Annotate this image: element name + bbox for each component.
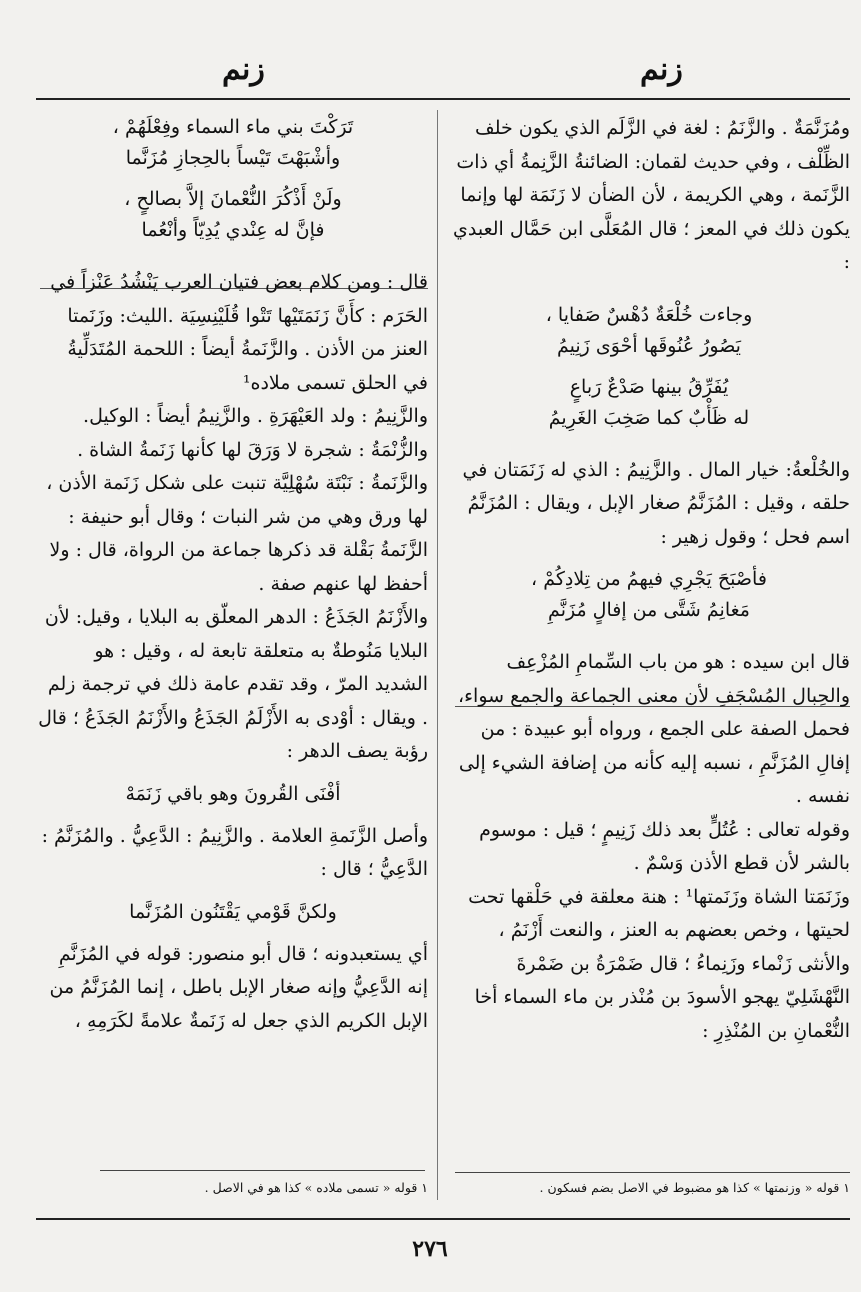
right-verse-1-line-4: له ظَأْبٌ كما صَخِبَ الغَرِيمُ xyxy=(548,406,750,429)
left-verse-1-line-3: ولَنْ أَذْكُرَ النُّعْمانَ إلاَّ بصالحٍ ، xyxy=(124,188,342,210)
left-paragraph-3: والأَزْنَمُ الجَذَعُ : الدهر المعلّق به البلايا ، وقيل: لأن البلايا مَنُوطةٌ به متعلقة تابعة له ، وقيل : هو الشديد المرّ ، وقد تقدم عامة ذلك في ترجمة زلم . ويقال : أوْدى به الأَزْلَمُ الجَذَعُ والأَزْنَمُ الجَذَعُ ؛ قال رؤبة يصف الدهر : xyxy=(38,606,428,762)
left-verse-2-line-1: أفْنَى القُرونَ وهو باقي زَنَمَهْ xyxy=(125,782,341,805)
header-word-right: زنم xyxy=(640,52,683,87)
bottom-rule xyxy=(36,1218,850,1220)
column-divider xyxy=(437,110,438,1200)
page-number: ٢٧٦ xyxy=(412,1236,448,1262)
right-verse-2-line-2: مَغانِمُ شَتَّى من إفالٍ مُزَنَّمِ xyxy=(548,599,750,621)
right-column xyxy=(448,112,850,1048)
left-paragraph-5: أي يستعبدونه ؛ قال أبو منصور: قوله في المُزَنَّمِ إنه الدَّعِيُّ وإنه صغار الإبل باطل ، إنما المُزَنَّمُ من الإبل الكريم الذي جعل له زَنَمةٌ علامةً لكَرَمِهِ ، xyxy=(49,942,428,1032)
left-verse-1-line-1: تَرَكْتَ بني ماء السماء وفِعْلَهُمْ ، xyxy=(112,116,354,138)
right-verse-1-line-3: يُفَرِّقُ بينها صَدْعٌ رَباعٍ xyxy=(569,375,729,398)
right-paragraph-1: ومُزَنَّمَةٌ . والزَّنَمُ : لغة في الزَّلَم الذي يكون خلف الظِّلْف ، وفي حديث لقمان: الضائنةُ الزَّنِمةُ أي ذات الزَّنَمة ، وهي الكريمة ، لأن الضأن لا زَنَمَة لها وإنما يكون ذلك في المعز ؛ قال المُعَلَّى ابن حَمَّال العبدي : xyxy=(452,117,850,273)
left-verse-1-line-4: فإنَّ له عِنْدي يُدِيّاً وأنْعُما xyxy=(141,219,325,241)
footnote-right: ١ قوله « وزنمتها » كذا هو مضبوط في الاصل بضم فسكون . xyxy=(539,1180,850,1195)
right-verse-2-line-1: فأصْبَحَ يَجْرِي فيهمُ من تِلادِكُمْ ، xyxy=(531,568,767,590)
right-paragraph-4: وقوله تعالى : عُتُلٍّ بعد ذلك زَنِيمٍ ؛ قيل : موسوم بالشر لأن قطع الأذن وَسْمٌ . xyxy=(479,818,850,874)
left-verse-1-line-2: وأشْبَهْتَ تَيْساً بالحِجازِ مُزَنَّما xyxy=(125,147,341,169)
left-paragraph-2: والزَّنِيمُ : ولد العَيْهَرَةِ . والزَّنِيمُ أيضاً : الوكيل. والزُّنْمَةُ : شجرة لا وَرَقَ لها كأنها زَنَمةُ الشاة . والزَّنَمةُ : نَبْتَة سُهْلِيَّة تنبت على شكل زَنَمة الأذن ، لها ورق وهي من شر النبات ؛ وقال أبو حنيفة : الزَّنَمةُ بَقْلة قد ذكرها جماعة من الرواة، قال : ولا أحفظ لها عنهم صفة . xyxy=(46,405,428,595)
right-paragraph-5: وزَنَمَتا الشاة وزَنَمتها¹ : هنة معلقة في حَلْقها تحت لحيتها ، وخص بعضهم به العنز ، والنعت أَزْنَمُ ، والأنثى زَنْماء وزَنِماءُ ؛ قال ضَمْرَةُ بن ضَمْرةَ النَّهْشَلِيّ يهجو الأسودَ بن مُنْذر بن ماء السماء أخا النُّعْمانِ بن المُنْذِرِ : xyxy=(468,885,850,1042)
footnote-left: ١ قوله « تسمى ملاده » كذا هو في الاصل . xyxy=(204,1180,428,1195)
top-rule xyxy=(36,98,850,100)
footnote-rule-left xyxy=(100,1170,425,1171)
left-paragraph-4: وأصل الزَّنَمةِ العلامة . والزَّنِيمُ : الدَّعِيُّ . والمُزَنَّمُ : الدَّعِيُّ ؛ قال : xyxy=(41,824,428,880)
header-word-left: زنم xyxy=(222,52,265,87)
left-paragraph-1: قال : ومن كلام بعض فتيان العرب يَنْشُدُ عَنْزاً في الحَرَم : كأَنَّ زَنَمَتَيْها تَتْوا قُلَيْنِسِيَة .الليث: وزَنَمتا العنز من الأذن . والزَّنَمةُ أيضاً : اللحمة المُتَدَلِّيةُ في الحلق تسمى ملاده¹ xyxy=(50,271,428,394)
left-column xyxy=(38,112,428,1038)
right-paragraph-3: قال ابن سيده : هو من باب السِّمامِ المُزْعِف والحِبال المُسْجَفِ لأن معنى الجماعة والجمع سواء، فحمل الصفة على الجمع ، ورواه أبو عبيدة : من إفالِ المُزَنَّمِ ، نسبه إليه كأنه من إضافة الشيء إلى نفسه . xyxy=(457,651,850,807)
left-verse-3-line-1: ولكنَّ قَوْمي يَقْتَنُون المُزَنَّما xyxy=(129,900,337,923)
right-verse-1-line-1: وجاءت خُلْعَةٌ دُهْسٌ صَفايا ، xyxy=(545,303,753,326)
right-verse-1-line-2: يَصُورُ عُنُوقَها أحْوَى زَنِيمُ xyxy=(557,334,741,357)
footnote-rule-right xyxy=(455,1172,850,1173)
right-paragraph-2: والخُلْعةُ: خيار المال . والزَّنِيمُ : الذي له زَنَمَتان في حلقه ، وقيل : المُزَنَّمُ صغار الإبل ، ويقال : المُزَنَّمُ اسم فحل ؛ وقول زهير : xyxy=(462,458,850,548)
